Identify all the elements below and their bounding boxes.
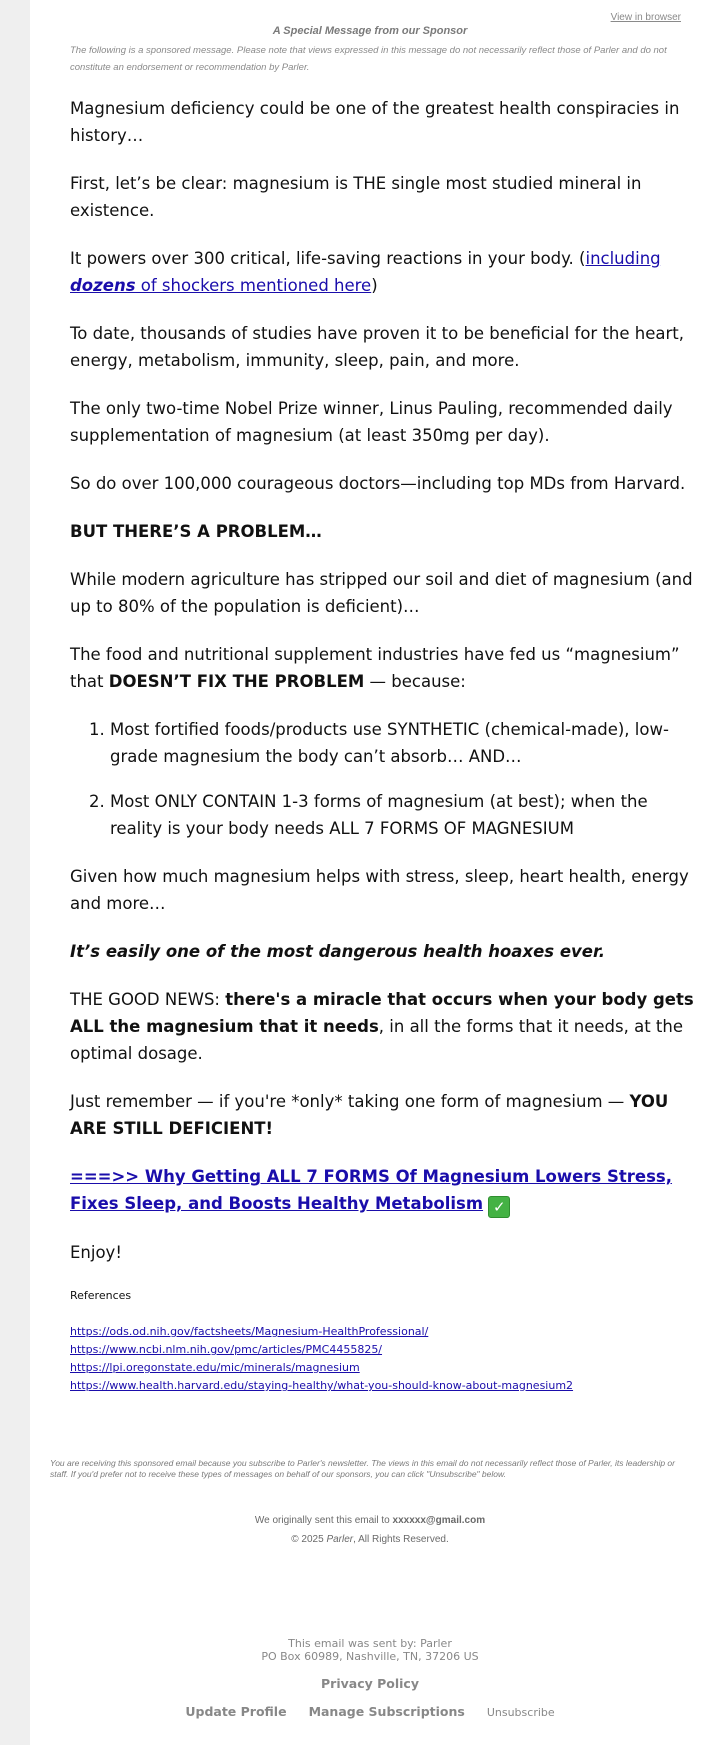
paragraph-industries	[70, 641, 700, 695]
shockers-link-text-a: including	[585, 249, 661, 268]
email-sheet	[30, 0, 710, 1745]
reference-link[interactable]: https://lpi.oregonstate.edu/mic/minerals/magnesium	[70, 1361, 360, 1374]
disclaimer-text-b: and do not constitute an endorsement or recommendation by	[70, 45, 667, 73]
paragraph-good-news	[70, 986, 700, 1067]
manage-subscriptions-link[interactable]: Manage Subscriptions	[308, 1704, 465, 1719]
sponsor-title: A Special Message from our Sponsor	[272, 25, 468, 37]
privacy-policy-link[interactable]: Privacy Policy	[321, 1676, 419, 1691]
footer-note-a: You are receiving this sponsored email because you subscribe to	[50, 1458, 298, 1468]
message-body	[70, 95, 700, 1395]
footer-note-c: , its leadership or staff. If you'd prefer not to receive these types of messages on behalf of our sponsors, you can click "Unsubscribe" below.	[50, 1458, 675, 1479]
references-list	[70, 1323, 700, 1395]
remember-text: Just remember — if you're *only* taking one form of magnesium —	[70, 1092, 630, 1111]
footer-note-parler-1: Parler	[297, 1458, 320, 1468]
good-news-text-a: THE GOOD NEWS:	[70, 990, 226, 1009]
reactions-close: )	[371, 276, 378, 295]
postal-address: PO Box 60989, Nashville, TN, 37206 US	[261, 1650, 479, 1663]
footer-links	[30, 1704, 710, 1719]
problem-list	[70, 716, 700, 842]
paragraph-problem	[70, 518, 700, 545]
paragraph-enjoy: Enjoy!	[70, 1243, 122, 1262]
problem-list-item: 2. Most ONLY CONTAIN 1-3 forms of magnesium (at best); when the reality is your body needs ALL 7 FORMS OF MAGNESIUM	[110, 788, 700, 842]
sent-to-line	[30, 1515, 710, 1526]
cta-link-text: ===>> Why Getting ALL 7 FORMS Of Magnesium Lowers Stress, Fixes Sleep, and Boosts Healthy Metabolism	[70, 1167, 673, 1213]
reactions-text: It powers over 300 critical, life-saving reactions in your body. (	[70, 249, 586, 268]
view-in-browser-link[interactable]: View in browser	[610, 12, 681, 23]
industries-text-a: The food and nutritional supplement industries have fed us “magnesium” that	[70, 645, 680, 691]
paragraph-cta	[70, 1163, 700, 1218]
paragraph-agriculture: While modern agriculture has stripped our soil and diet of magnesium (and up to 80% of the population is deficient)…	[70, 570, 693, 616]
paragraph-studies: To date, thousands of studies have proven it to be beneficial for the heart, energy, metabolism, immunity, sleep, pain, and more.	[70, 324, 685, 370]
footer-note-parler-2: Parler	[588, 1458, 611, 1468]
paragraph-reactions	[70, 245, 700, 299]
industries-text-b: — because:	[364, 672, 466, 691]
copyright-parler: Parler	[326, 1534, 354, 1545]
reference-link[interactable]: https://ods.od.nih.gov/factsheets/Magnesium-HealthProfessional/	[70, 1325, 429, 1338]
disclaimer-parler-2: Parler	[281, 62, 307, 73]
paragraph-intro: Magnesium deficiency could be one of the greatest health conspiracies in history…	[70, 99, 680, 145]
recipient-email: xxxxxx@gmail.com	[392, 1515, 486, 1526]
paragraph-given: Given how much magnesium helps with stress, sleep, heart health, energy and more…	[70, 867, 689, 913]
problem-heading: BUT THERE’S A PROBLEM…	[70, 522, 322, 541]
disclaimer-text-a: The following is a sponsored message. Please note that views expressed in this message do not necessarily reflect those of	[70, 45, 594, 56]
industries-bold: DOESN’T FIX THE PROBLEM	[108, 672, 365, 691]
unsubscribe-link[interactable]: Unsubscribe	[486, 1706, 555, 1719]
paragraph-doctors: So do over 100,000 courageous doctors—including top MDs from Harvard.	[70, 474, 686, 493]
hoax-text: It’s easily one of the most dangerous health hoaxes ever.	[70, 942, 606, 961]
paragraph-most-studied: First, let’s be clear: magnesium is THE single most studied mineral in existence.	[70, 174, 642, 220]
footer-note-b: 's newsletter. The views in this email do not necessarily reflect those of	[319, 1458, 589, 1468]
copyright-a: © 2025	[291, 1534, 327, 1545]
shockers-link-text-b: of shockers mentioned here	[135, 276, 372, 295]
copyright-line	[30, 1534, 710, 1545]
disclaimer-parler-1: Parler	[593, 45, 620, 56]
paragraph-hoax	[70, 938, 700, 965]
copyright-b: , All Rights Reserved.	[353, 1534, 449, 1545]
sent-by: This email was sent by: Parler	[288, 1637, 452, 1650]
reference-link[interactable]: https://www.health.harvard.edu/staying-healthy/what-you-should-know-about-magnesium2	[70, 1379, 574, 1392]
shockers-link-dozens: dozens	[70, 276, 136, 295]
remember-bold: YOU ARE STILL DEFICIENT!	[70, 1092, 669, 1138]
reference-link[interactable]: https://www.ncbi.nlm.nih.gov/pmc/articles/PMC4455825/	[70, 1343, 383, 1356]
references-title: References	[70, 1289, 132, 1302]
update-profile-link[interactable]: Update Profile	[185, 1704, 287, 1719]
check-mark-icon: ✓	[488, 1196, 510, 1218]
paragraph-remember	[70, 1088, 700, 1142]
footer-notice	[50, 1458, 695, 1480]
sent-prefix: We originally sent this email to	[254, 1515, 393, 1526]
good-news-bold: there's a miracle that occurs when your body gets ALL the magnesium that it needs	[70, 990, 694, 1036]
good-news-text-b: , in all the forms that it needs, at the optimal dosage.	[70, 1017, 684, 1063]
problem-list-item: 1. Most fortified foods/products use SYNTHETIC (chemical-made), low-grade magnesium the body can’t absorb… AND…	[110, 716, 700, 770]
disclaimer-text-end: .	[306, 62, 310, 73]
paragraph-pauling: The only two-time Nobel Prize winner, Linus Pauling, recommended daily supplementation of magnesium (at least 350mg per day).	[70, 399, 673, 445]
sponsor-disclaimer	[70, 42, 695, 76]
cta-link[interactable]	[70, 1167, 672, 1213]
